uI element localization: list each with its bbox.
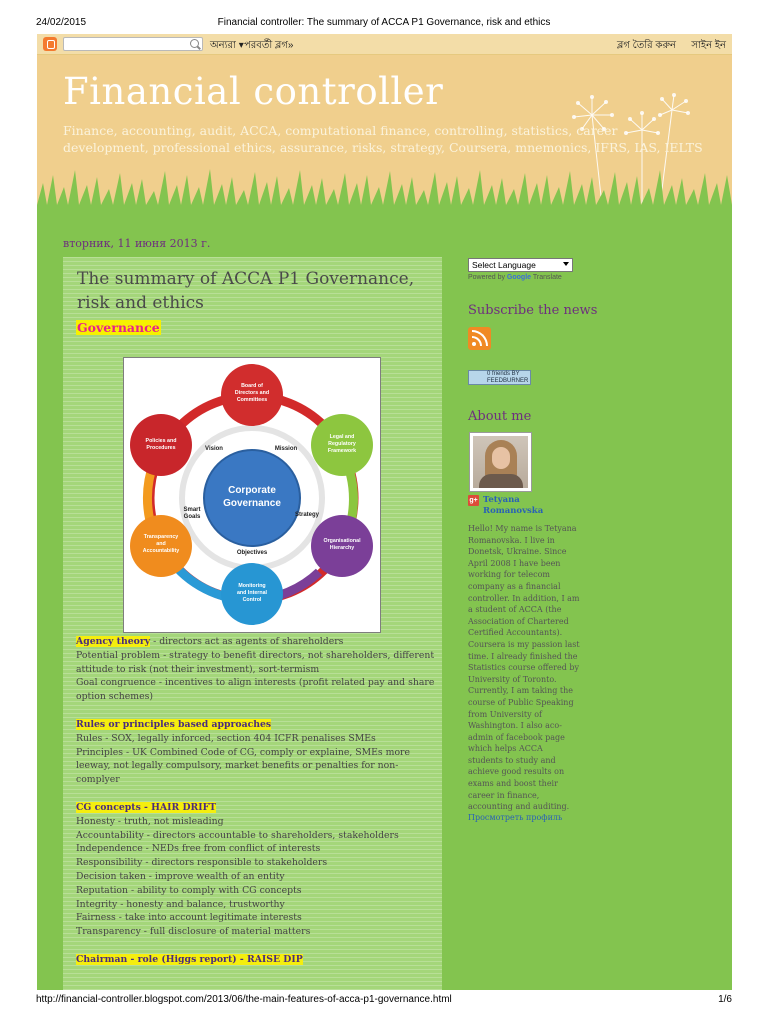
svg-text:Regulatory: Regulatory (328, 441, 356, 447)
rules-paragraph (76, 718, 436, 787)
post-title[interactable]: The summary of ACCA P1 Governance, risk and ethics (77, 269, 415, 313)
rules-heading: Rules or principles based approaches (76, 718, 272, 730)
label-objectives: Objectives (236, 550, 268, 556)
agency-theory-heading: Agency theory (76, 636, 151, 647)
about-me-text: Hello! My name is Tetyana Romanovska. I live in Donetsk, Ukraine. Since April 2008 I have been working for telecom company as a financial controller. In addition, I am a student of ACCA (the Association of Chartered Certified Accountants). Coursera is my passion last time. I already finished the Statistics course offered by University of Toronto. Currently, I am taking the course of Public Speaking from University of Washington. I also aco-admin of facebook page which helps ACCA students to study and achieve good results on exams and boost their career in finance, accounting and auditing. (468, 524, 580, 812)
center-label-1: Corporate (228, 485, 276, 496)
chairman-paragraph (76, 953, 436, 967)
navbar-search-input[interactable] (63, 37, 203, 51)
author-name-link[interactable]: Tetyana Romanovska (483, 495, 544, 516)
powered-by-label: Powered by (468, 274, 505, 281)
print-page-number: 1/6 (718, 994, 732, 1005)
svg-text:and: and (156, 541, 166, 547)
svg-text:Board of: Board of (241, 383, 263, 389)
svg-text:Policies and: Policies and (145, 438, 177, 444)
label-mission: Mission (274, 446, 298, 452)
label-strategy: Strategy (294, 512, 320, 518)
concept-line: Decision taken - improve wealth of an entity (76, 870, 285, 882)
print-date: 24/02/2015 (36, 17, 87, 28)
label-vision: Vision (205, 446, 223, 452)
google-plus-icon[interactable]: g+ (469, 497, 478, 504)
navbar-more-link[interactable]: অন্যরা ▾ (210, 40, 244, 51)
blogger-logo-icon[interactable] (43, 37, 57, 51)
post-body (76, 635, 436, 981)
svg-text:Monitoring: Monitoring (238, 583, 266, 589)
svg-text:Procedures: Procedures (146, 445, 176, 451)
svg-text:Accountability: Accountability (142, 548, 180, 554)
view-profile-link[interactable]: Просмотреть профиль (468, 813, 563, 822)
agency-line: Goal congruence - incentives to align interests (profit related pay and share option schemes) (76, 677, 435, 703)
label-goals: Goals (183, 514, 201, 520)
svg-text:Control: Control (242, 597, 262, 603)
svg-text:Legal and: Legal and (329, 434, 355, 440)
language-select[interactable] (468, 258, 573, 272)
corporate-governance-diagram[interactable] (123, 357, 381, 633)
cg-concepts-paragraph (76, 801, 436, 939)
agency-theory-lead: - directors act as agents of shareholders (150, 636, 344, 647)
feedburner-badge[interactable]: 0 friends BY FEEDBURNER (468, 370, 531, 385)
agency-theory-paragraph (76, 635, 436, 704)
grass-decoration (37, 165, 732, 230)
navbar-create-blog-link[interactable]: ব্লগ তৈরি করুন (616, 40, 676, 51)
cg-concepts-heading: CG concepts - HAIR DRIFT (76, 801, 217, 813)
svg-text:Committees: Committees (236, 397, 268, 403)
chevron-down-icon (563, 262, 569, 266)
about-heading: About me (468, 409, 532, 424)
concept-line: Responsibility - directors responsible to stakeholders (76, 857, 328, 869)
google-wordmark: Google (506, 274, 532, 281)
rss-icon[interactable] (468, 327, 491, 350)
concept-line: Independence - NEDs free from conflict of interests (76, 843, 321, 855)
concept-line: Honesty - truth, not misleading (76, 815, 224, 827)
blog-title[interactable]: Financial controller (63, 70, 444, 113)
concept-line: Transparency - full disclosure of material matters (76, 926, 311, 938)
concept-line: Integrity - honesty and balance, trustworthy (76, 898, 285, 910)
svg-text:Framework: Framework (327, 448, 357, 454)
svg-text:Transparency: Transparency (143, 534, 179, 540)
print-header (0, 0, 768, 34)
svg-text:Directors and: Directors and (234, 390, 270, 396)
svg-text:Organisational: Organisational (323, 538, 361, 544)
subscribe-heading: Subscribe the news (468, 303, 598, 318)
section-heading-governance: Governance (77, 320, 160, 335)
navbar-next-blog-link[interactable]: পরবর্তী ব্লগ» (244, 40, 294, 51)
print-footer (0, 990, 768, 1024)
print-url: http://financial-controller.blogspot.com/2013/06/the-main-features-of-acca-p1-governance.html (36, 994, 452, 1005)
author-avatar[interactable] (469, 432, 532, 492)
svg-text:and Internal: and Internal (236, 590, 268, 596)
concept-line: Reputation - ability to comply with CG concepts (76, 884, 302, 896)
concept-line: Accountability - directors accountable to shareholders, stakeholders (76, 829, 399, 841)
agency-line: Potential problem - strategy to benefit directors, not shareholders, different attitude to risk (not their investment), sort-termism (76, 649, 435, 675)
blog-header (37, 55, 732, 230)
translate-label: Translate (532, 274, 562, 281)
print-doc-title: Financial controller: The summary of ACCA P1 Governance, risk and ethics (217, 17, 551, 28)
blogger-navbar (37, 34, 732, 55)
concept-line: Fairness - take into account legitimate interests (76, 912, 302, 924)
svg-text:Hierarchy: Hierarchy (329, 545, 355, 551)
rules-line: Principles - UK Combined Code of CG, comply or explaine, SMEs more leeway, not legally compulsory, market benefits or penalties for non-complyer (76, 746, 410, 786)
center-label-2: Governance (223, 498, 281, 509)
rules-line: Rules - SOX, legally inforced, section 404 ICFR penalises SMEs (76, 732, 376, 744)
blog-post (63, 257, 442, 990)
chairman-heading: Chairman - role (Higgs report) - RAISE DIP (76, 953, 303, 965)
post-date: вторник, 11 июня 2013 г. (63, 237, 211, 250)
label-smart: Smart (183, 507, 201, 513)
navbar-sign-in-link[interactable]: সাইন ইন (691, 40, 726, 51)
powered-by-google-translate[interactable] (468, 274, 562, 281)
search-icon[interactable] (190, 39, 199, 48)
blog-description: Finance, accounting, audit, ACCA, computational finance, controlling, statistics, career development, professional ethics, assurance, risks, strategy, Coursera, mnemonics, IFRS, IAS, IELTS (63, 123, 703, 155)
language-select-value: Select Language (472, 260, 536, 270)
